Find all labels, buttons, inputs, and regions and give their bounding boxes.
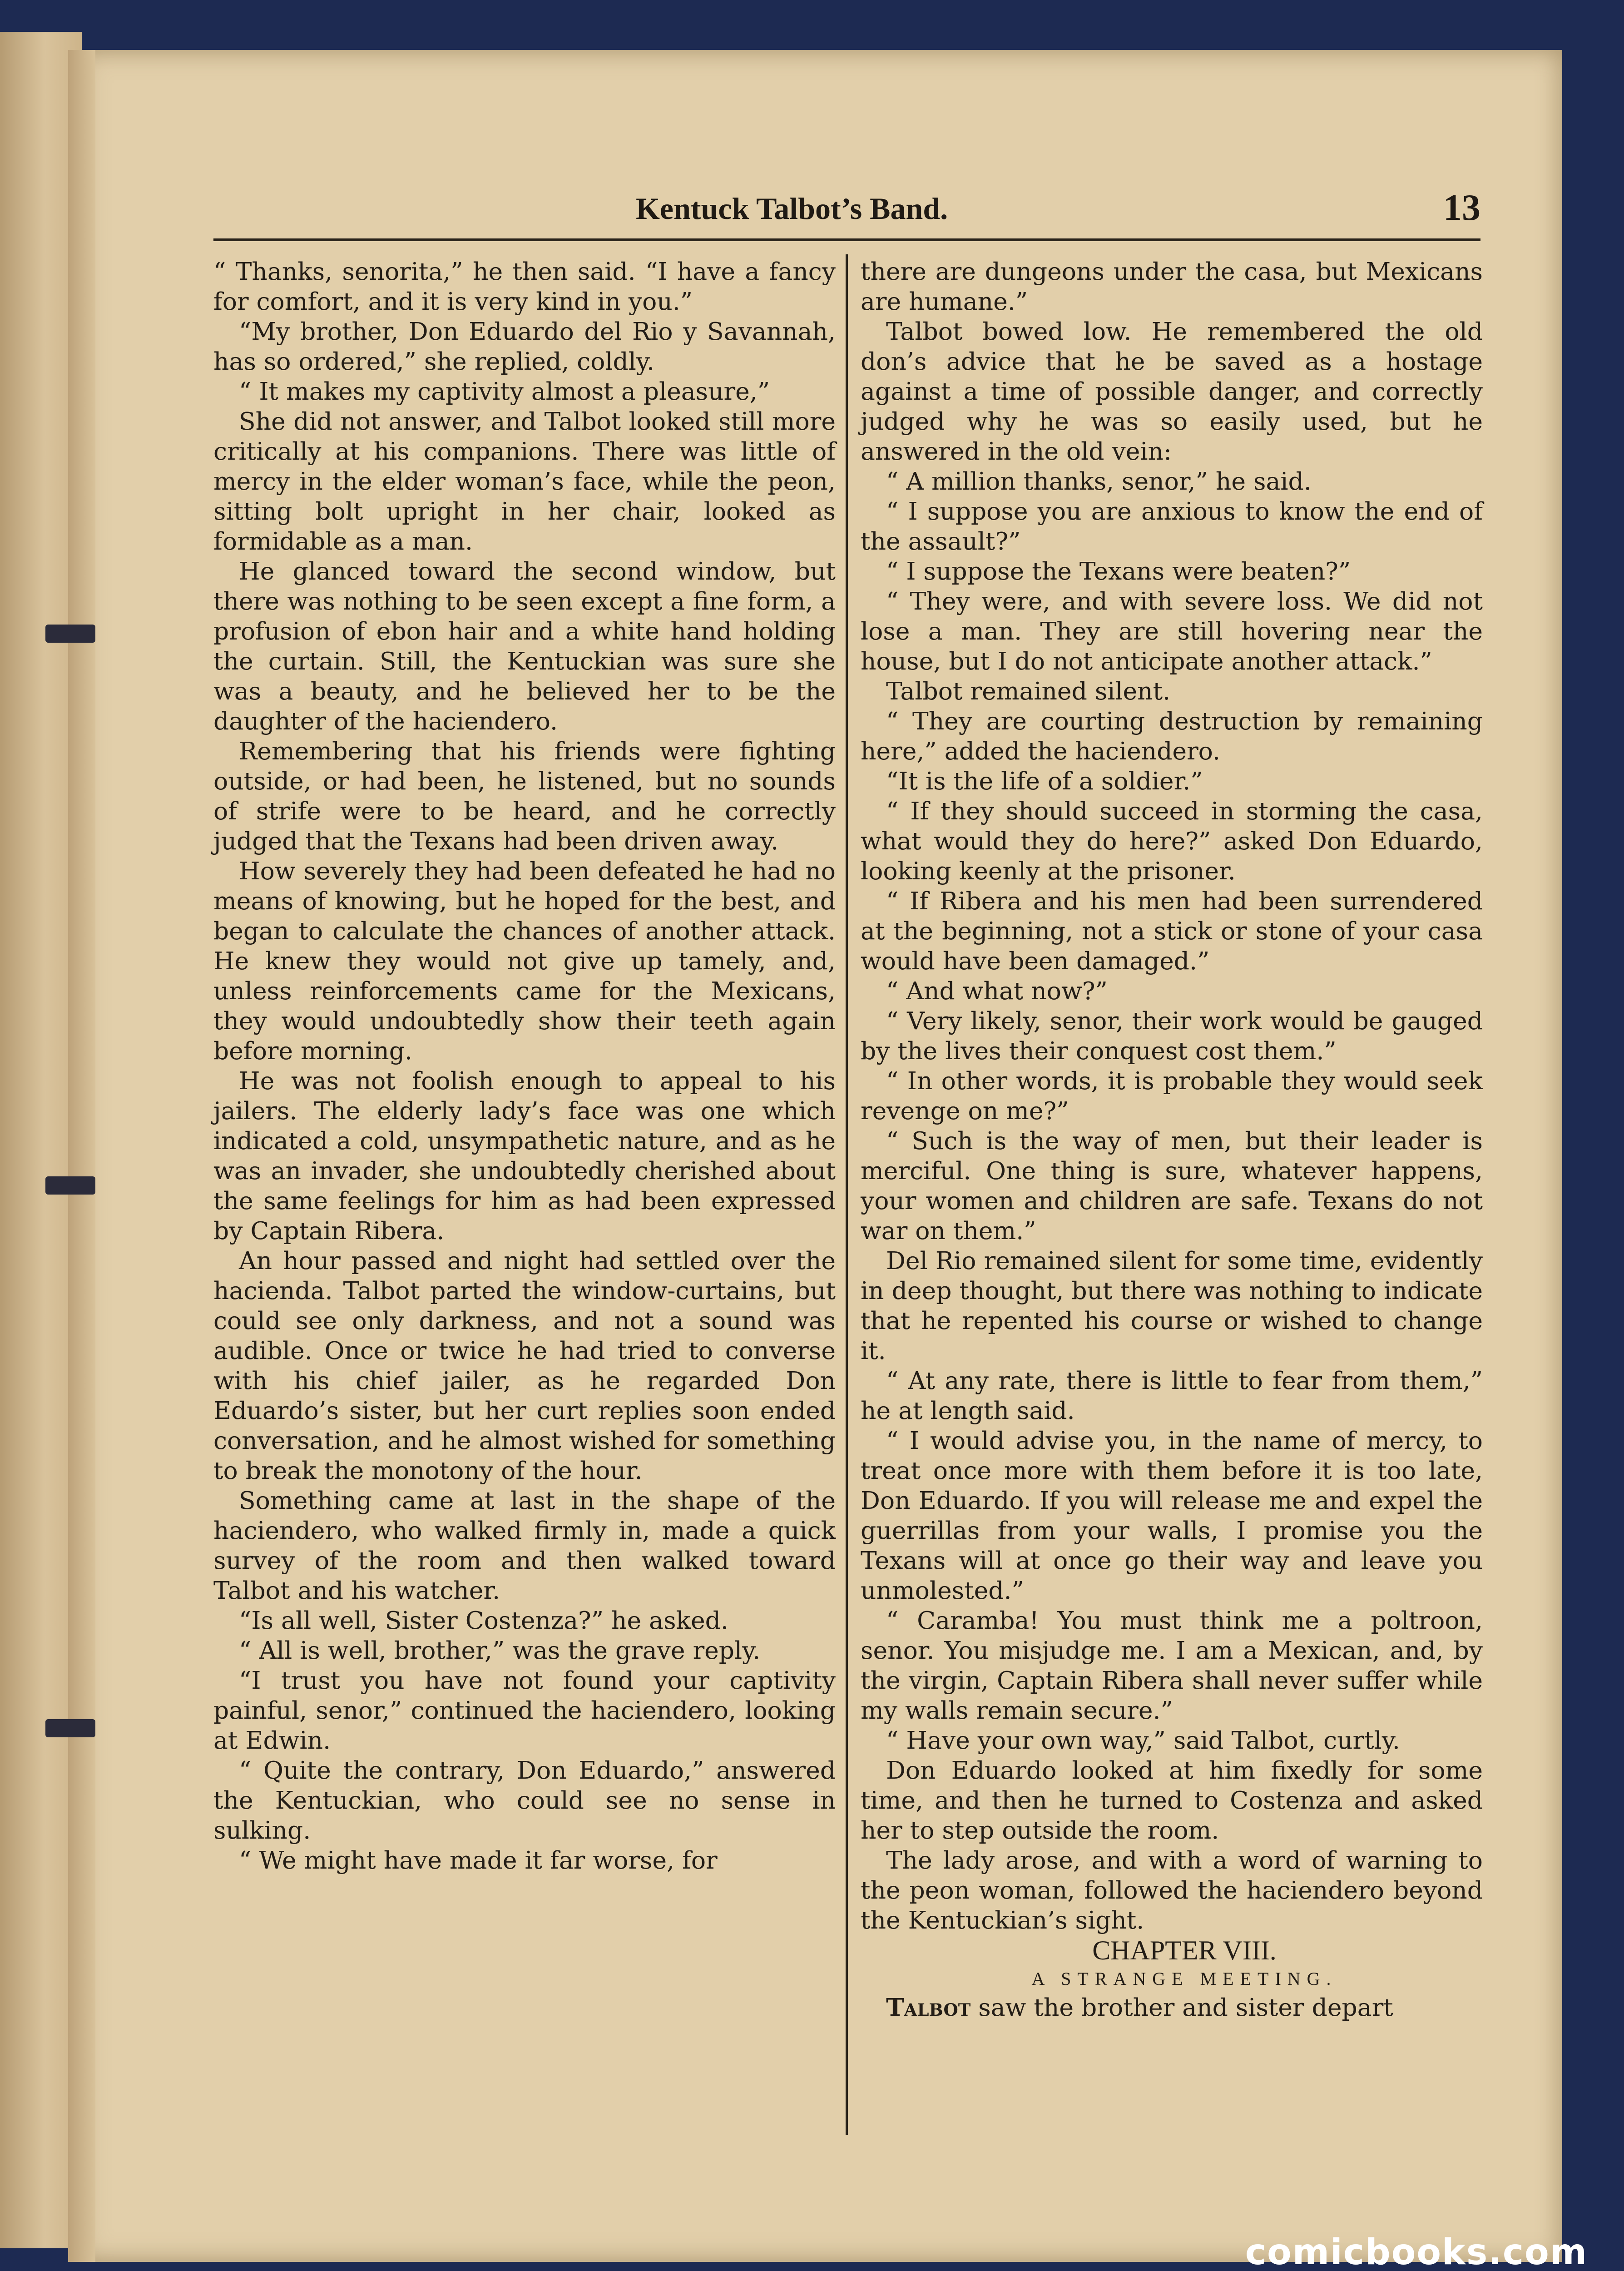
paragraph: “ In other words, it is probable they would seek revenge on me?”: [861, 1066, 1483, 1125]
paragraph: “Is all well, Sister Costenza?” he asked.: [239, 1606, 728, 1635]
binding-stitch: [45, 1176, 95, 1195]
paragraph: He glanced toward the second window, but there was nothing to be seen except a fine form, a profusion of ebon hair and a white hand holding the curtain. Still, the Kentuckian was sure she was a beauty, and he believed her to be the daughter of the haciendero.: [213, 557, 836, 735]
binding-stitch: [45, 1719, 95, 1737]
chapter-subtitle: A STRANGE MEETING.: [1031, 1969, 1337, 1989]
paragraph: How severely they had been defeated he had no means of knowing, but he hoped for the best, and began to calculate the chances of another attack. He knew they would not give up tamely, and, unless reinforcements came for the Mexicans, they would undoubtedly show their teeth again before morning.: [213, 857, 836, 1065]
binding-stitch: [45, 625, 95, 643]
paragraph: Del Rio remained silent for some time, evidently in deep thought, but there was nothing to indicate that he repented his course or wished to change it.: [861, 1246, 1483, 1365]
running-title: Kentuck Talbot’s Band.: [636, 191, 948, 226]
right-column: [861, 257, 1483, 2023]
opening-lead-word: Talbot: [886, 1993, 971, 2022]
column-divider: [846, 254, 848, 2135]
paragraph: Don Eduardo looked at him fixedly for some time, and then he turned to Costenza and asked her to step outside the room.: [861, 1756, 1483, 1845]
paragraph: “It is the life of a soldier.”: [886, 767, 1203, 795]
paragraph: An hour passed and night had settled over the hacienda. Talbot parted the window-curtains, but could see only darkness, and not a sound was audible. Once or twice he had tried to converse with his chief jailer, as he regarded Don Eduardo’s sister, but her curt replies soon ended conversation, and he almost wished for something to break the monotony of the hour.: [213, 1246, 836, 1485]
paragraph: “ And what now?”: [886, 977, 1108, 1005]
paragraph: “ A million thanks, senor,” he said.: [886, 467, 1312, 496]
left-column: [213, 257, 836, 1875]
paragraph: “ Quite the contrary, Don Eduardo,” answered the Kentuckian, who could see no sense in sulking.: [213, 1756, 836, 1845]
paragraph: “ It makes my captivity almost a pleasure,”: [239, 377, 770, 406]
paragraph: The lady arose, and with a word of warning to the peon woman, followed the haciendero beyond the Kentuckian’s sight.: [861, 1846, 1483, 1934]
page-number: 13: [1443, 187, 1480, 228]
paragraph: “ They were, and with severe loss. We did not lose a man. They are still hovering near the house, but I do not anticipate another attack.”: [861, 587, 1483, 675]
paragraph: “My brother, Don Eduardo del Rio y Savannah, has so ordered,” she replied, coldly.: [213, 317, 836, 376]
paragraph: “ Such is the way of men, but their leader is merciful. One thing is sure, whatever happens, your women and children are safe. Texans do not war on them.”: [861, 1126, 1483, 1245]
header-rule: [213, 238, 1480, 241]
paragraph: “ I would advise you, in the name of mercy, to treat once more with them before it is too late, Don Eduardo. If you will release me and expel the guerrillas from your walls, I promise you the Texans will at once go their way and leave you unmolested.”: [861, 1426, 1483, 1605]
page-header: [213, 182, 1480, 236]
page-spine: [68, 50, 95, 2262]
paragraph: Remembering that his friends were fighting outside, or had been, he listened, but no sounds of strife were to be heard, and he correctly judged that the Texans had been driven away.: [213, 737, 836, 855]
paragraph: “ Thanks, senorita,” he then said. “I have a fancy for comfort, and it is very kind in you.”: [213, 257, 836, 316]
paragraph: “ They are courting destruction by remaining here,” added the haciendero.: [861, 707, 1483, 765]
paragraph: there are dungeons under the casa, but Mexicans are humane.”: [861, 257, 1483, 316]
watermark: comicbooks.com: [1245, 2232, 1588, 2271]
paragraph: “ Caramba! You must think me a poltroon, senor. You misjudge me. I am a Mexican, and, by the virgin, Captain Ribera shall never suffer while my walls remain secure.”: [861, 1606, 1483, 1725]
paragraph: Talbot remained silent.: [886, 677, 1171, 705]
paragraph: Talbot bowed low. He remembered the old don’s advice that he be saved as a hostage against a time of possible danger, and correctly judged why he was so easily used, but he answered in the old vein:: [861, 317, 1483, 466]
paragraph: “ Very likely, senor, their work would be gauged by the lives their conquest cost them.”: [861, 1007, 1483, 1065]
paragraph: “ We might have made it far worse, for: [239, 1846, 718, 1874]
paragraph: “ I suppose you are anxious to know the end of the assault?”: [861, 497, 1483, 555]
paragraph: She did not answer, and Talbot looked still more critically at his companions. There was little of mercy in the elder woman’s face, while the peon, sitting bolt upright in her chair, looked as formidable as a man.: [213, 407, 836, 555]
chapter-heading: CHAPTER VIII.: [1092, 1935, 1277, 1965]
paragraph: “ All is well, brother,” was the grave reply.: [239, 1636, 761, 1665]
opening-text: saw the brother and sister depart: [970, 1993, 1393, 2022]
paragraph: Something came at last in the shape of the haciendero, who walked firmly in, made a quick survey of the room and then walked toward Talbot and his watcher.: [213, 1486, 836, 1605]
paragraph: “ If they should succeed in storming the casa, what would they do here?” asked Don Eduardo, looking keenly at the prisoner.: [861, 797, 1483, 885]
paragraph: “ At any rate, there is little to fear from them,” he at length said.: [861, 1366, 1483, 1425]
paragraph: “ If Ribera and his men had been surrendered at the beginning, not a stick or stone of your casa would have been damaged.”: [861, 887, 1483, 975]
chapter-opening-line: [861, 1993, 1483, 2023]
paragraph: “ Have your own way,” said Talbot, curtly.: [886, 1726, 1400, 1755]
paragraph: “ I suppose the Texans were beaten?”: [886, 557, 1351, 585]
paragraph: “I trust you have not found your captivity painful, senor,” continued the haciendero, looking at Edwin.: [213, 1666, 836, 1755]
paragraph: He was not foolish enough to appeal to his jailers. The elderly lady’s face was one which indicated a cold, unsympathetic nature, and as he was an invader, she undoubtedly cherished about the same feelings for him as had been expressed by Captain Ribera.: [213, 1066, 836, 1245]
